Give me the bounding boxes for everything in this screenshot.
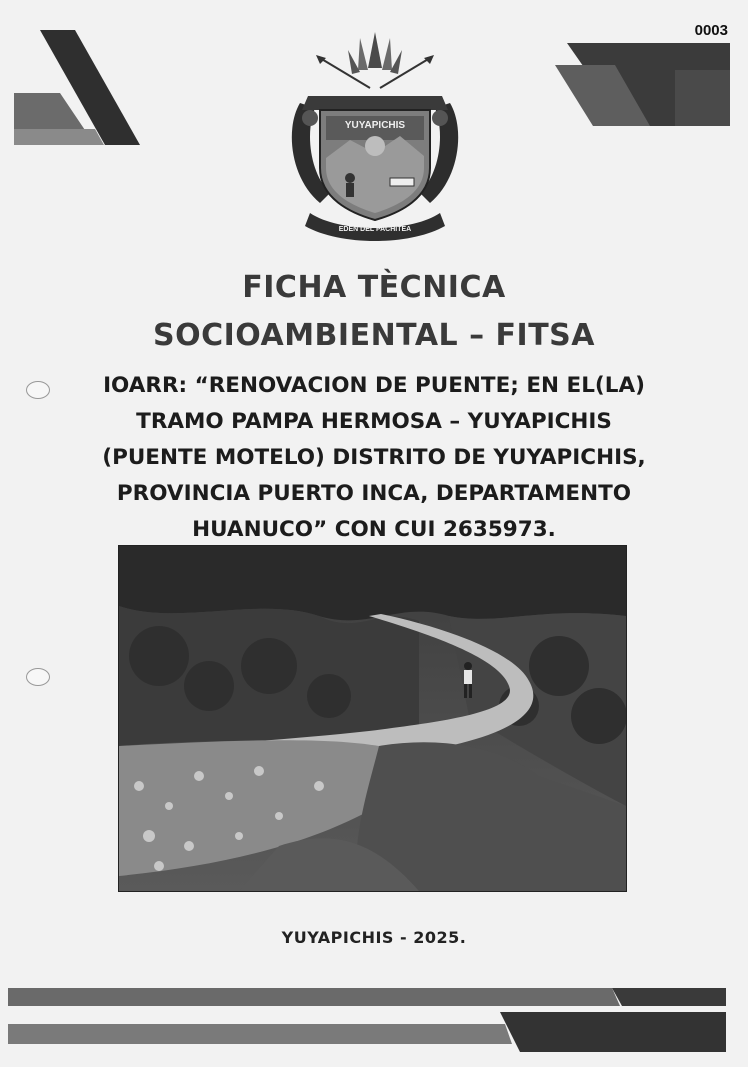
project-description-line: TRAMO PAMPA HERMOSA – YUYAPICHIS [136,409,612,434]
top-right-stripes [555,40,735,130]
road-photo [118,545,627,892]
bottom-stripes [0,984,748,1054]
emblem-banner-text: YUYAPICHIS [344,120,406,131]
document-title-line2: SOCIOAMBIENTAL – FITSA [153,318,595,353]
binder-hole [26,668,50,686]
project-description-line: (PUENTE MOTELO) DISTRITO DE YUYAPICHIS, [102,445,646,470]
project-description-line: IOARR: “RENOVACION DE PUENTE; EN EL(LA) [103,373,645,398]
feather-crest [348,32,402,74]
municipal-emblem [280,28,470,248]
page-number: 0003 [694,22,728,39]
binder-hole [26,381,50,399]
project-description [80,368,668,548]
top-left-stripes [0,25,140,155]
document-title-line1: FICHA TÈCNICA [242,270,506,305]
emblem-ribbon-text: EDEN DEL PACHITEA [338,226,412,233]
project-description-line: PROVINCIA PUERTO INCA, DEPARTAMENTO [116,481,632,506]
project-description-line: HUANUCO” CON CUI 2635973. [192,517,556,542]
place-and-year: YUYAPICHIS - 2025. [281,928,467,947]
